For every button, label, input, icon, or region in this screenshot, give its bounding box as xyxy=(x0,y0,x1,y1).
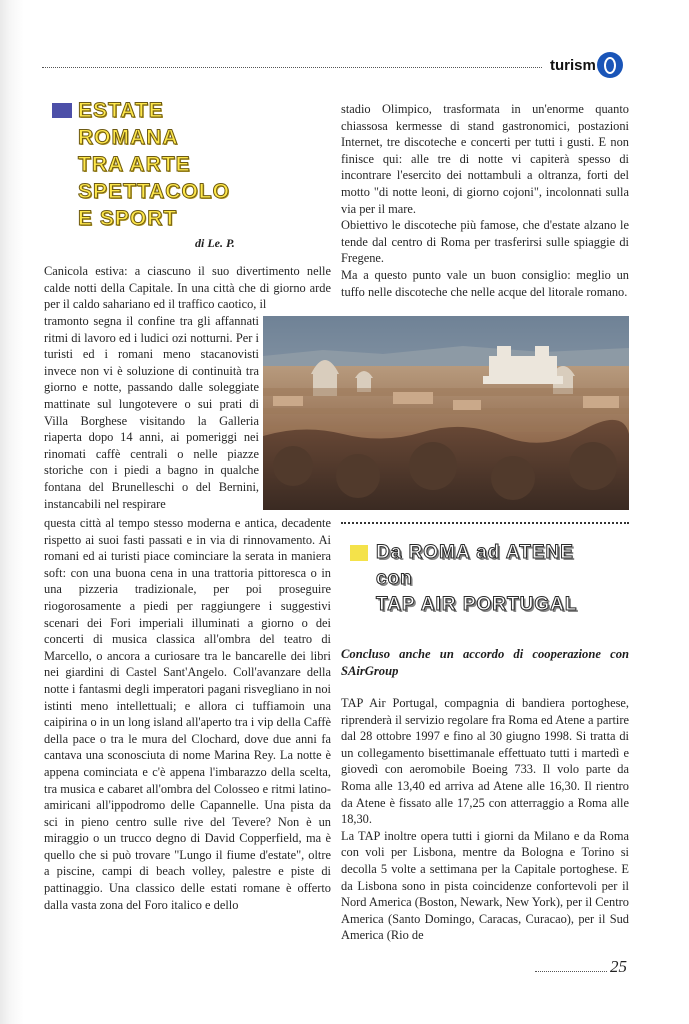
headline-marker-square xyxy=(52,103,72,118)
title-line: ROMANA xyxy=(78,126,179,149)
paragraph: tramonto segna il confine tra gli affannati ritmi di lavoro ed i ludici ozi notturni. Per i turisti ed i romani meno stacanovisti invece non vi è soluzione di continuità tra giorno e notte, passando dalle soleggiate mattinate sul lungotevere o sui prati di Villa Borghese visitando la Galleria riaperta dopo 14 anni, ai pomeriggi nei rinomati caffè centrali o nelle piazze storiche con i piedi a bagno in qualche fontana del Brunelleschi o del Bernini, instancabili nel respirare xyxy=(44,314,259,511)
headline-marker-square xyxy=(350,545,368,561)
paragraph: stadio Olimpico, trasformata in un'enorme quanto chiassosa kermesse di stand gastronomici, postazioni Internet, tre discoteche e concerti per tutti i gusti. E non finisce qui: alle tre di notte vi capiterà spesso di incontrare l'esercito dei nottambuli a oltranza, forti del motto "di notte leoni, di giorno cojoni", incolonnati sulla via per il mare. xyxy=(341,102,629,216)
paragraph: La TAP inoltre opera tutti i giorni da Milano e da Roma con voli per Lisbona, mentre da Bologna e Torino si decolla 5 volte a settimana per la Capitale portoghese. E da Lisbona sono in pista coincidenze confortevoli per il Nord America (Boston, Newark, New York), per il Centro America (Santo Domingo, Caracas, Curacao), per il Sud America (Rio de xyxy=(341,828,629,943)
article1-body-top xyxy=(44,263,331,313)
paragraph: questa città al tempo stesso moderna e antica, decadente rispetto ai suoi fasti passati e in via di rinnovamento. Ai romani ed ai turisti piace cominciare la serata in maniera soft: con una buona cena in una trattoria pittoresca o in una pizzeria tradizionale, per poi proseguire riogorosamente a piedi per raggiungere i suggestivi scenari dei Fori imperiali illuminati a giorno o dei concerti di musica classica all'ombra del teatro di Marcello, o ancora a curiosare tra le bancarelle dei libri nei giardini di Castel Sant'Angelo. Coll'avanzare della notte i fantasmi degli imperatori pagani risvegliano in noi istinti meno intellettuali; e allora ci tuffiamoin una caipirina o in un long island all'aperto tra i vip della Caffè della pace o tra le mura del Clochard, dove due anni fa cantava una sconosciuta di nome Marina Rey. La notte è appena cominciata e c'è appena l'imbarazzo della scelta, tra musica e cabaret all'ombra del Colosseo e ritmi latino-amiricani all'ippodromo delle Capannelle. Una pista da sci in pieno centro sulle rive del Tevere? Non è un miraggio o un trucco degno di David Copperfield, ma è quello che si può trovare "Lungo il fiume d'estate", oltre a piscine, campi di beach volley, palestre e piste di pattinaggio. Una classico delle estati romane è offerto dalla vasta zona del Foro italico e dello xyxy=(44,516,331,912)
article1-byline: di Le. P. xyxy=(195,236,235,250)
article2-body xyxy=(341,695,629,944)
section-dotted-separator xyxy=(341,522,629,524)
paragraph: Obiettivo le discoteche più famose, che d'estate alzano le tende dal centro di Roma per trasferirsi sulle spiaggie di Fregene. xyxy=(341,218,629,266)
title-line: con xyxy=(376,568,413,589)
brand-o-logo-icon xyxy=(597,52,623,78)
rome-skyline-illustration xyxy=(263,316,629,510)
title-line: TRA ARTE xyxy=(78,153,191,176)
paragraph: TAP Air Portugal, compagnia di bandiera portoghese, riprenderà il servizio regolare fra Roma ed Atene a partire dal 28 ottobre 1997 e fino al 30 giugno 1998. Si tratta di un collegamento bisettimanale effettuato tutti i martedì e giovedì con aeromobile Boeing 733. Il volo parte da Roma alle 13,40 ed arriva ad Atene alle 16,30. Il rientro da Atene è fissato alle 17,25 con atterraggio a Roma alle 18,30. xyxy=(341,696,629,827)
article1-body-bottom xyxy=(44,515,331,913)
footer-dotted-rule xyxy=(535,971,607,972)
page-number: 25 xyxy=(610,957,627,976)
article2-lede xyxy=(341,646,629,679)
rome-skyline-photo xyxy=(263,316,629,510)
title-line: E SPORT xyxy=(78,207,178,230)
article1-body-narrow xyxy=(44,313,259,512)
brand-text: turism xyxy=(550,56,596,74)
article1-title xyxy=(78,97,308,232)
header-dotted-rule xyxy=(42,67,542,68)
title-line: Da ROMA ad ATENE xyxy=(376,542,574,563)
paragraph: Ma a questo punto vale un buon consiglio: meglio un tuffo nelle discoteche che nelle acque del litorale romano. xyxy=(341,267,629,299)
article1-body-right xyxy=(341,101,629,300)
section-brand xyxy=(550,50,623,80)
paragraph: Concluso anche un accordo di cooperazione con SAirGroup xyxy=(341,647,629,678)
title-line: ESTATE xyxy=(78,99,164,122)
title-line: TAP AIR PORTUGAL xyxy=(376,594,578,615)
article2-title xyxy=(376,540,666,618)
paragraph: Canicola estiva: a ciascuno il suo divertimento nelle calde notti della Capitale. In una città che di giorno arde per il caldo sahariano ed il traffico caotico, il xyxy=(44,264,331,312)
title-line: SPETTACOLO xyxy=(78,180,230,203)
